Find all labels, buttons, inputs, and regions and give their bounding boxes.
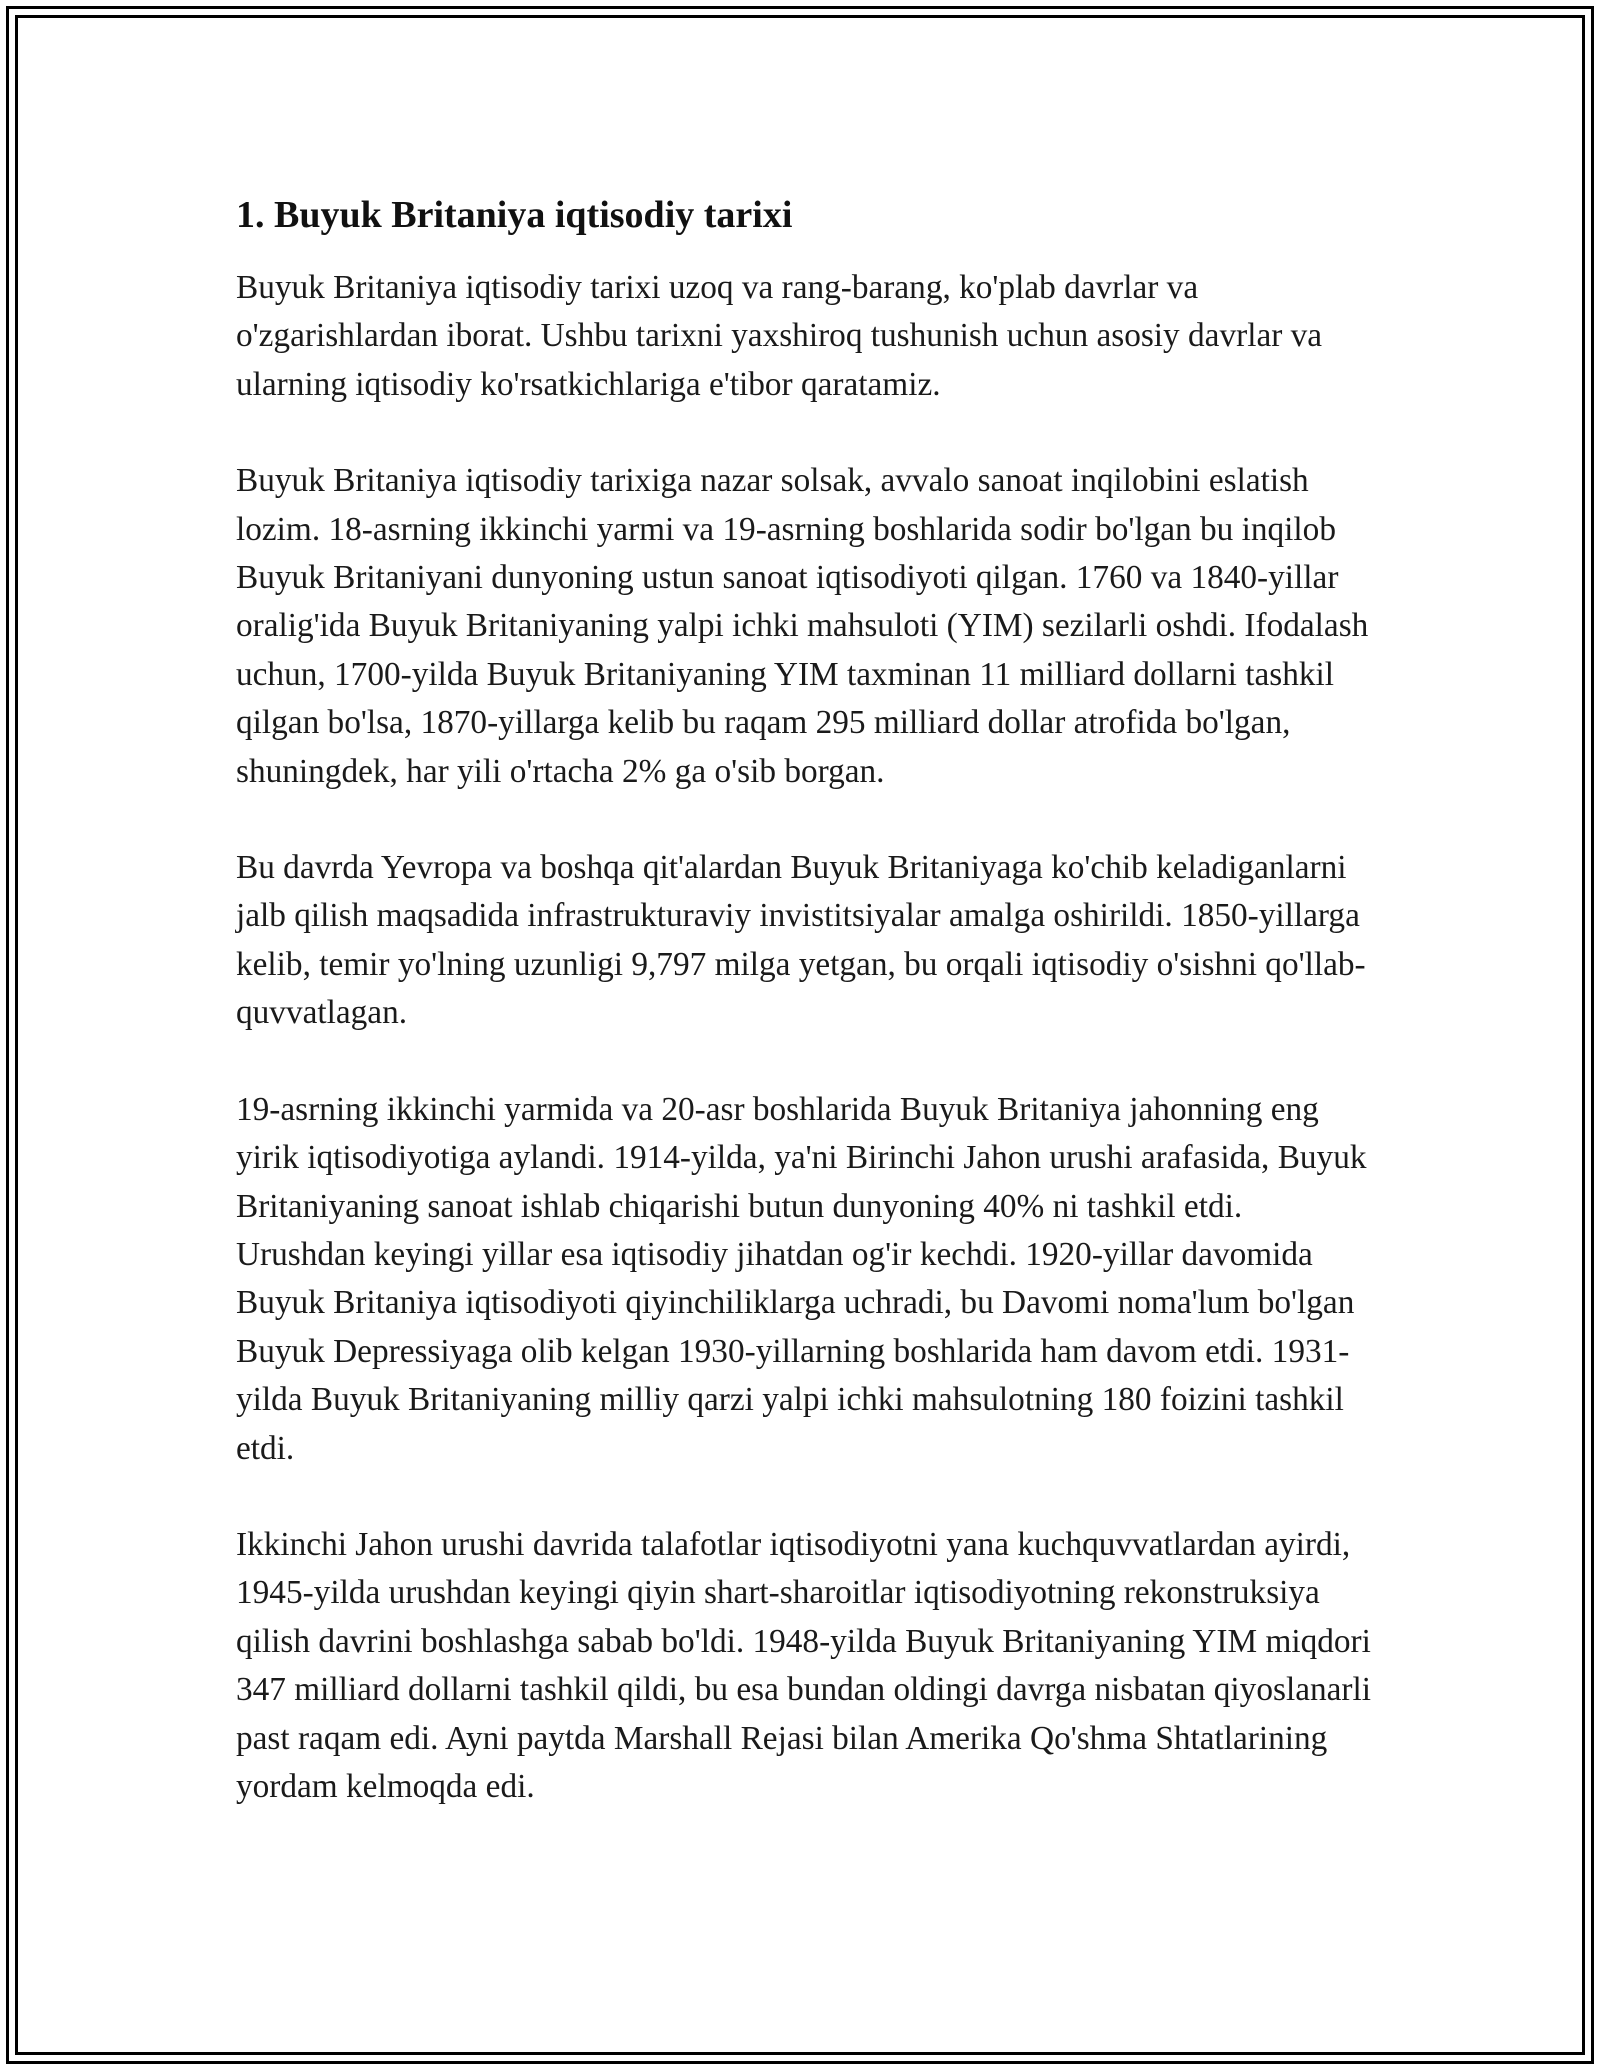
paragraph-early-20th-century: 19-asrning ikkinchi yarmida va 20-asr boshlarida Buyuk Britaniya jahonning eng yirik iqtisodiyotiga aylandi. 1914-yilda, ya'ni Birinchi Jahon urushi arafasida, Buyuk Britaniyaning sanoat ishlab chiqarishi butun dunyoning 40% ni tashkil etdi. Urushdan keyingi yillar esa iqtisodiy jihatdan og'ir kechdi. 1920-yillar davomida Buyuk Britaniya iqtisodiyoti qiyinchiliklarga uchradi, bu Davomi noma'lum bo'lgan Buyuk Depressiyaga olib kelgan 1930-yillarning boshlarida ham davom etdi. 1931-yilda Buyuk Britaniyaning milliy qarzi yalpi ichki mahsulotning 180 foizini tashkil etdi. — [236, 1090, 1367, 1467]
paragraph-intro: Buyuk Britaniya iqtisodiy tarixi uzoq va rang-barang, ko'plab davrlar va o'zgarishlardan iborat. Ushbu tarixni yaxshiroq tushunish uchun asosiy davrlar va ularning iqtisodiy ko'rsatkichlariga e'tibor qaratamiz. — [236, 269, 1323, 403]
document-body — [236, 186, 1376, 1811]
paragraph-infrastructure: Bu davrda Yevropa va boshqa qit'alardan Buyuk Britaniyaga ko'chib keladiganlarni jalb qilish maqsadida infrastrukturaviy invistitsiyalar amalga oshirildi. 1850-yillarga kelib, temir yo'lning uzunligi 9,797 milga yetgan, bu orqali iqtisodiy o'sishni qo'llab-quvvatlagan. — [236, 849, 1366, 1032]
section-heading: 1. Buyuk Britaniya iqtisodiy tarixi — [236, 194, 793, 236]
paragraph-industrial-revolution: Buyuk Britaniya iqtisodiy tarixiga nazar solsak, avvalo sanoat inqilobini eslatish lozim. 18-asrning ikkinchi yarmi va 19-asrning boshlarida sodir bo'lgan bu inqilob Buyuk Britaniyani dunyoning ustun sanoat iqtisodiyoti qilgan. 1760 va 1840-yillar oralig'ida Buyuk Britaniyaning yalpi ichki mahsuloti (YIM) sezilarli oshdi. Ifodalash uchun, 1700-yilda Buyuk Britaniyaning YIM taxminan 11 milliard dollarni tashkil qilgan bo'lsa, 1870-yillarga kelib bu raqam 295 milliard dollar atrofida bo'lgan, shuningdek, har yili o'rtacha 2% ga o'sib borgan. — [236, 462, 1369, 790]
paragraph-world-war-two: Ikkinchi Jahon urushi davrida talafotlar iqtisodiyotni yana kuchquvvatlardan ayirdi, 1945-yilda urushdan keyingi qiyin shart-sharoitlar iqtisodiyotning rekonstruksiya qilish davrini boshlashga sabab bo'ldi. 1948-yilda Buyuk Britaniyaning YIM miqdori 347 milliard dollarni tashkil qildi, bu esa bundan oldingi davrga nisbatan qiyoslanarli past raqam edi. Ayni paytda Marshall Rejasi bilan Amerika Qo'shma Shtatlarining yordam kelmoqda edi. — [236, 1525, 1371, 1805]
